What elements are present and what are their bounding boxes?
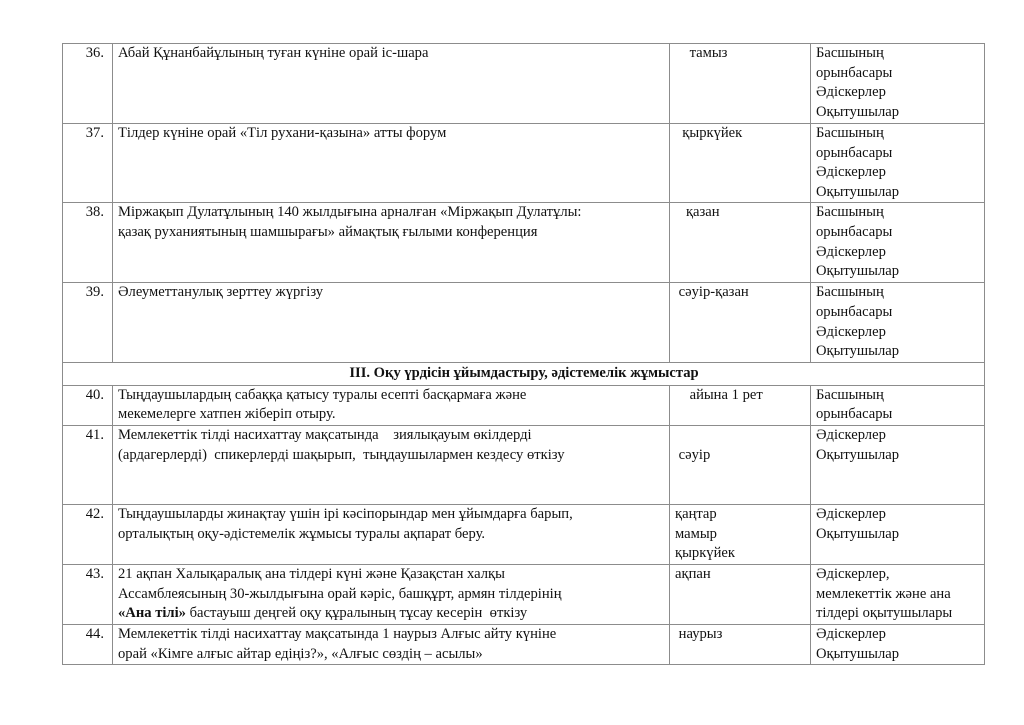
event-time	[670, 385, 811, 425]
event-name: Мемлекеттік тілді насихаттау мақсатында 1 наурыз Алғыс айту күніне орай «Кімге алғыс айтар едіңіз?», «Алғыс сөздің – асылы»	[113, 624, 670, 664]
responsible: Басшының орынбасары Әдіскерлер Оқытушылар	[811, 203, 985, 283]
time-line: тамыз	[689, 45, 728, 61]
row-number: 39.	[63, 283, 113, 362]
table-row	[63, 203, 985, 283]
responsible: Әдіскерлер Оқытушылар	[811, 504, 985, 564]
event-time: қаңтар мамыр қыркүйек	[670, 504, 811, 564]
responsible: Басшының орынбасары	[811, 385, 985, 425]
section-title: III. Оқу үрдісін ұйымдастыру, әдістемелік жұмыстар	[63, 362, 985, 385]
row-number: 41.	[63, 425, 113, 504]
time-line: қазан	[685, 204, 720, 221]
name-last-line: «Ана тілі» бастауыш деңгей оқу құралының тұсау кесерін өткізу	[118, 605, 528, 622]
event-time	[670, 283, 811, 362]
row-number: 38.	[63, 203, 113, 283]
row-number: 42.	[63, 504, 113, 564]
time-line: айына 1 рет	[689, 386, 763, 403]
time-line: қыркүйек	[682, 125, 743, 141]
time-line: сәуір-қазан	[678, 284, 749, 301]
event-time	[670, 203, 811, 283]
time-line: наурыз	[678, 625, 723, 642]
event-name: Міржақып Дулатұлының 140 жылдығына арналған «Міржақып Дулатұлы: қазақ руханиятының шамшырағы» аймақтық ғылыми конференция	[113, 203, 670, 283]
table-row	[63, 283, 985, 362]
responsible: Басшының орынбасары Әдіскерлер Оқытушылар	[811, 124, 985, 203]
event-time	[670, 44, 811, 124]
responsible: Басшының орынбасары Әдіскерлер Оқытушылар	[811, 283, 985, 362]
row-number: 36.	[63, 44, 113, 124]
responsible: Басшының орынбасары Әдіскерлер Оқытушылар	[811, 44, 985, 124]
table-row	[63, 44, 985, 124]
event-time	[670, 124, 811, 203]
event-name: Мемлекеттік тілді насихаттау мақсатында зиялықауым өкілдерді (ардагерлерді) спикерлерді шақырып, тыңдаушылармен кездесу өткізу	[113, 425, 670, 504]
table-row	[63, 564, 985, 624]
event-time: сәуір	[670, 425, 811, 504]
event-time	[670, 624, 811, 664]
row-number: 44.	[63, 624, 113, 664]
row-number: 43.	[63, 564, 113, 624]
row-number: 40.	[63, 385, 113, 425]
responsible: Әдіскерлер Оқытушылар	[811, 624, 985, 664]
event-time: ақпан	[670, 564, 811, 624]
table-row	[63, 504, 985, 564]
event-name: Абай Құнанбайұлының туған күніне орай іс-шара	[113, 44, 670, 124]
responsible: Әдіскерлер Оқытушылар	[811, 425, 985, 504]
table-row	[63, 385, 985, 425]
event-name: Әлеуметтанулық зерттеу жүргізу	[113, 283, 670, 362]
event-name: Тыңдаушыларды жинақтау үшін ірі кәсіпорындар мен ұйымдарға барып, орталықтың оқу-әдістемелік жұмысы туралы ақпарат беру.	[113, 504, 670, 564]
table-row	[63, 624, 985, 664]
event-name: Тілдер күніне орай «Тіл рухани-қазына» атты форум	[113, 124, 670, 203]
event-name: 21 ақпан Халықаралық ана тілдері күні және Қазақстан халқы Ассамблеясының 30-жылдығына орай кәріс, башқұрт, армян тілдерінің «Ана тілі» бастауыш деңгей оқу құралының тұсау кесерін өткізу	[113, 564, 670, 624]
table-row	[63, 124, 985, 203]
event-name: Тыңдаушылардың сабаққа қатысу туралы есепті басқармаға және мекемелерге хатпен жіберіп отыру.	[113, 385, 670, 425]
section-header-row	[63, 362, 985, 385]
table-row	[63, 425, 985, 504]
row-number: 37.	[63, 124, 113, 203]
responsible: Әдіскерлер, мемлекеттік және ана тілдері оқытушылары	[811, 564, 985, 624]
plan-table	[62, 43, 985, 665]
